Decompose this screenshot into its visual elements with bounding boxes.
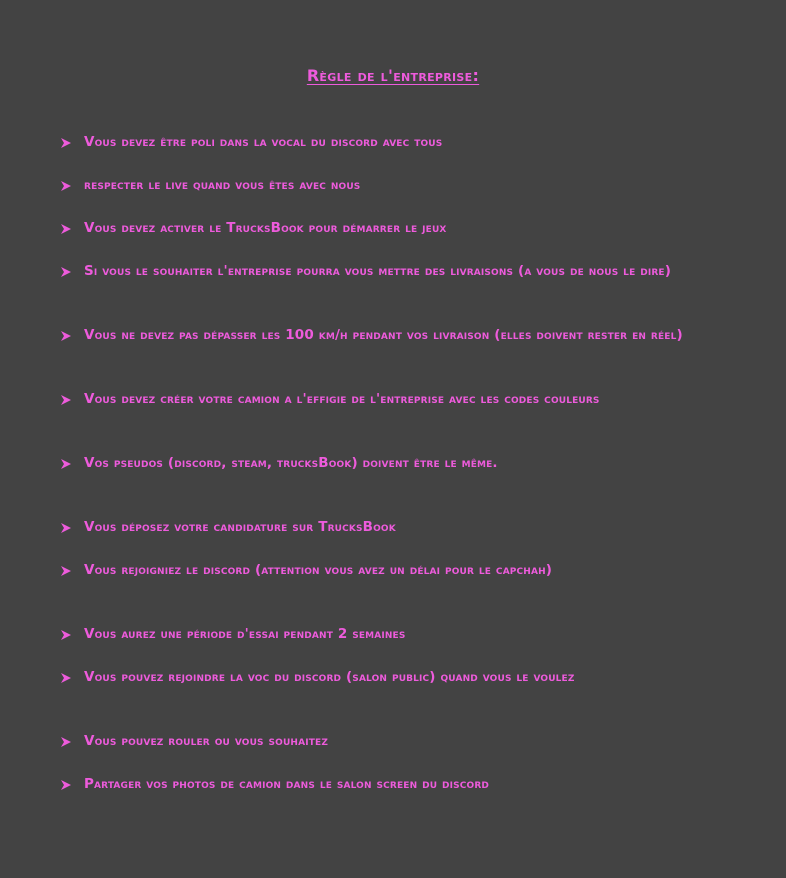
rule-text: Vous devez activer le TrucksBook pour démarrer le jeux — [84, 220, 447, 236]
rule-item — [60, 624, 750, 645]
rule-item — [60, 731, 750, 752]
rule-text: Si vous le souhaiter l'entreprise pourra vous mettre des livraisons (a vous de nous le dire) — [84, 263, 672, 279]
arrowhead-bullet-icon — [60, 736, 72, 748]
rule-item — [60, 261, 750, 303]
arrowhead-bullet-icon — [60, 629, 72, 641]
rule-item — [60, 774, 750, 816]
arrowhead-bullet-icon — [60, 458, 72, 470]
rule-text: Vous rejoigniez le discord (attention vous avez un délai pour le capchah) — [84, 562, 553, 578]
rule-item — [60, 132, 750, 153]
arrowhead-bullet-icon — [60, 137, 72, 149]
rule-text: Vous devez créer votre camion a l'effigie de l'entreprise avec les codes couleurs — [84, 391, 600, 407]
rule-text: Vous pouvez rejoindre la voc du discord (salon public) quand vous le voulez — [84, 669, 575, 685]
rule-item — [60, 325, 750, 367]
rule-item — [60, 667, 750, 709]
arrowhead-bullet-icon — [60, 672, 72, 684]
rule-item — [60, 218, 750, 239]
rule-text: Vos pseudos (discord, steam, trucksBook) doivent être le même. — [84, 455, 498, 471]
page-title: Règle de l'entreprise: — [306, 66, 480, 85]
rules-list — [60, 132, 750, 838]
rule-item — [60, 175, 750, 196]
rule-item — [60, 389, 750, 431]
rule-text: Vous pouvez rouler ou vous souhaitez — [84, 733, 328, 749]
rule-item — [60, 560, 750, 602]
rule-text: Vous devez être poli dans la vocal du discord avec tous — [84, 134, 443, 150]
rule-text: Vous déposez votre candidature sur TrucksBook — [84, 519, 396, 535]
rule-item — [60, 453, 750, 495]
arrowhead-bullet-icon — [60, 330, 72, 342]
arrowhead-bullet-icon — [60, 180, 72, 192]
arrowhead-bullet-icon — [60, 779, 72, 791]
arrowhead-bullet-icon — [60, 223, 72, 235]
arrowhead-bullet-icon — [60, 522, 72, 534]
arrowhead-bullet-icon — [60, 565, 72, 577]
rule-text: Vous aurez une période d'essai pendant 2 semaines — [84, 626, 406, 642]
rule-text: Partager vos photos de camion dans le salon screen du discord — [84, 776, 490, 792]
rule-text: respecter le live quand vous êtes avec nous — [84, 177, 361, 193]
arrowhead-bullet-icon — [60, 266, 72, 278]
arrowhead-bullet-icon — [60, 394, 72, 406]
rule-text: Vous ne devez pas dépasser les 100 km/h pendant vos livraison (elles doivent rester en réel) — [84, 327, 683, 343]
rule-item — [60, 517, 750, 538]
